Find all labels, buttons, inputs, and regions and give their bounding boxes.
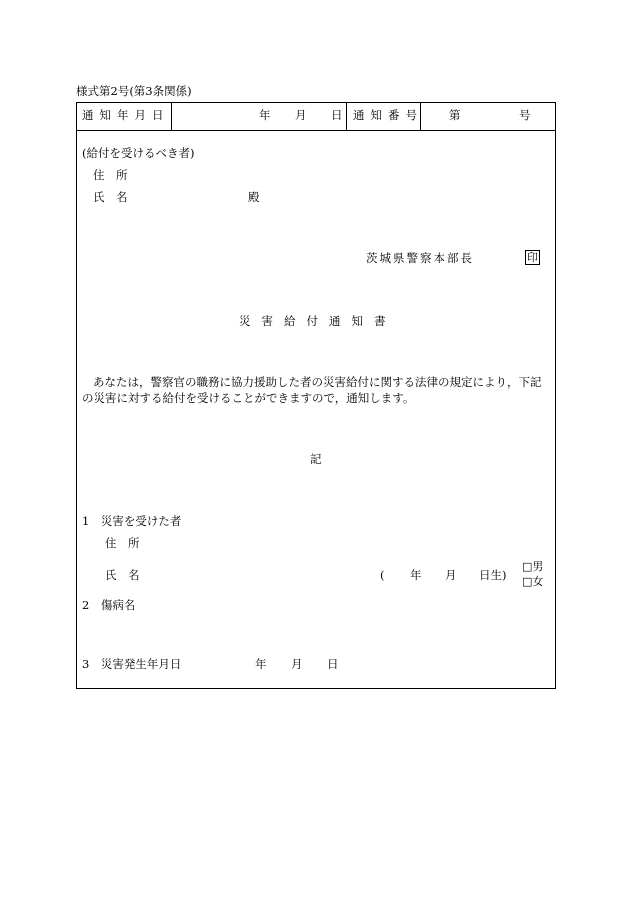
header-col-divider-1 xyxy=(171,102,172,130)
notice-date-day: 日 xyxy=(331,108,343,122)
birth-year: 年 xyxy=(410,568,422,582)
notice-number-label: 通知番号 xyxy=(353,108,423,122)
header-col-divider-2 xyxy=(346,102,347,130)
recipient-heading: (給付を受けるべき者) xyxy=(82,146,195,160)
notice-number-prefix: 第 xyxy=(449,108,461,122)
header-divider xyxy=(76,130,556,131)
occurrence-month: 月 xyxy=(291,657,303,671)
birth-open-paren: ( xyxy=(380,568,385,582)
notice-number-suffix: 号 xyxy=(519,108,531,122)
male-checkbox[interactable]: □男 xyxy=(522,560,544,573)
occurrence-year: 年 xyxy=(255,657,267,671)
seal-mark: 印 xyxy=(527,251,538,264)
recipient-name-label: 氏 名 xyxy=(93,190,128,204)
recipient-address-label: 住 所 xyxy=(93,168,128,182)
document-title: 災害給付通知書 xyxy=(239,314,397,328)
recipient-honorific: 殿 xyxy=(248,190,260,204)
form-number: 様式第2号(第3条関係) xyxy=(76,84,192,98)
ki-label: 記 xyxy=(310,452,322,466)
item3-label: 3 災害発生年月日 xyxy=(82,657,182,671)
female-checkbox[interactable]: □女 xyxy=(522,575,544,588)
birth-month: 月 xyxy=(445,568,457,582)
victim-name-label: 氏 名 xyxy=(105,568,140,582)
body-text-line2: の災害に対する給付を受けることができますので，通知します。 xyxy=(82,391,415,405)
item2-label: 2 傷病名 xyxy=(82,598,136,612)
item1-label: 1 災害を受けた者 xyxy=(82,514,182,528)
body-text-line1: あなたは，警察官の職務に協力援助した者の災害給付に関する法律の規定により，下記 xyxy=(93,375,542,389)
occurrence-day: 日 xyxy=(327,657,339,671)
notice-date-label: 通知年月日 xyxy=(82,108,170,122)
notice-date-month: 月 xyxy=(295,108,307,122)
birth-day: 日生) xyxy=(479,568,507,582)
issuer-name: 茨城県警察本部長 xyxy=(366,251,474,265)
victim-address-label: 住 所 xyxy=(105,536,140,550)
notice-date-year: 年 xyxy=(259,108,271,122)
